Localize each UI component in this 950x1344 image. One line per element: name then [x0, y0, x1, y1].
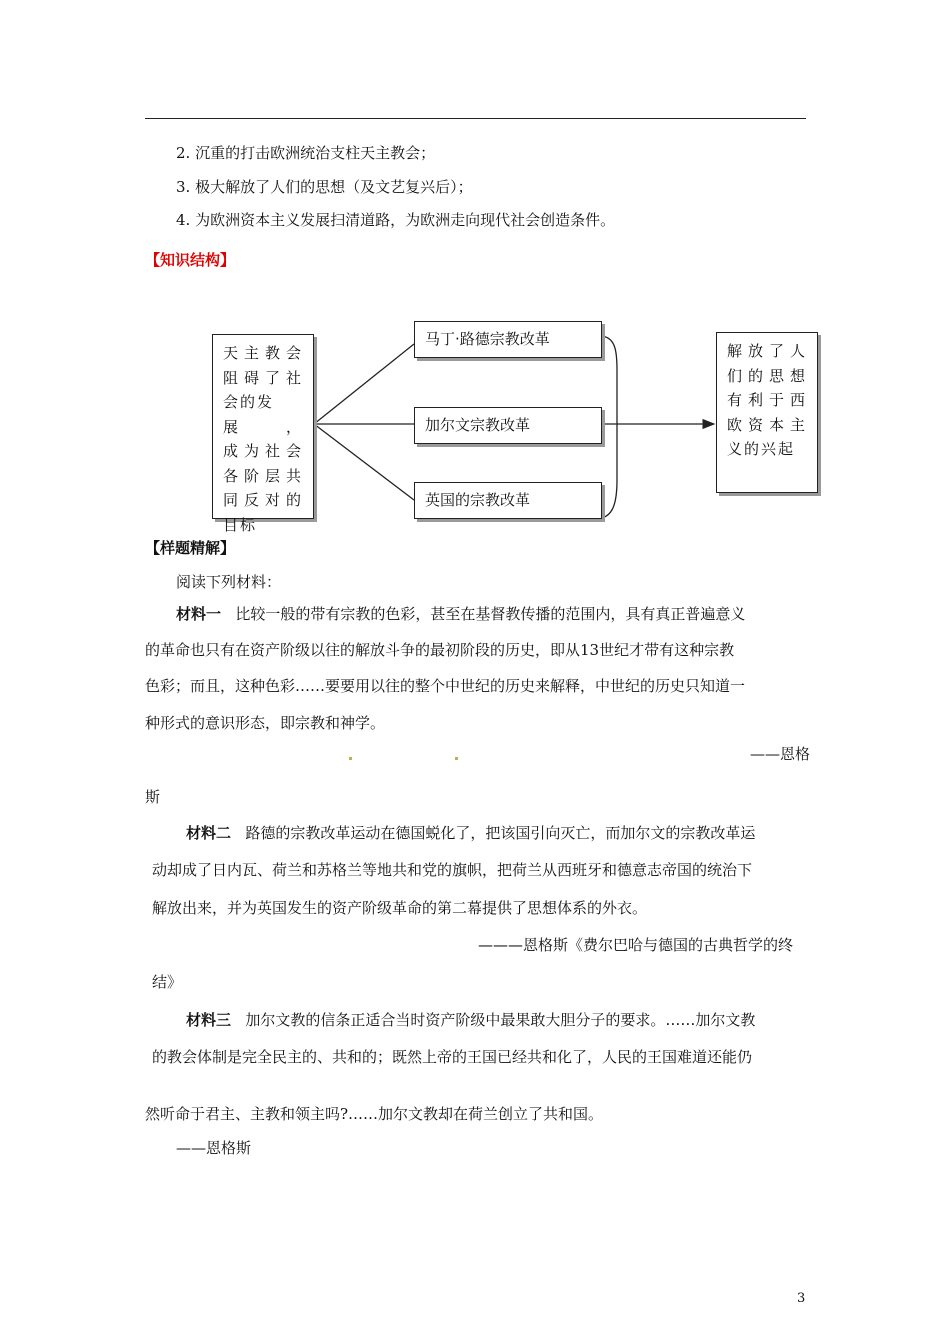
material3-line3: 然听命于君主、主教和领主吗?……加尔文教却在荷兰创立了共和国。	[145, 1105, 604, 1123]
speck	[455, 757, 458, 760]
result-line: 解放了人	[727, 342, 807, 360]
result-line: 欧资本主	[727, 415, 807, 434]
material3-text: 加尔文教的信条正适合当时资产阶级中最果敢大胆分子的要求。……加尔文教	[245, 1011, 756, 1029]
material2-line3: 解放出来，并为英国发生的资产阶级革命的第二幕提供了思想体系的外衣。	[152, 899, 648, 917]
point-2: 2. 沉重的打击欧洲统治支柱天主教会；	[176, 144, 436, 162]
cause-line: 各阶层共	[223, 466, 303, 485]
material1-label: 材料一	[176, 605, 222, 623]
speck	[349, 757, 352, 760]
point-3: 3. 极大解放了人们的思想（及文艺复兴后）；	[176, 178, 473, 196]
material1-text: 比较一般的带有宗教的色彩，甚至在基督教传播的范围内，具有真正普遍意义	[235, 605, 746, 623]
diagram-england-box: 英国的宗教改革	[414, 482, 602, 519]
result-line: 们的思想	[727, 366, 807, 385]
cause-line: 同反对的	[223, 491, 303, 509]
material2-text: 路德的宗教改革运动在德国蜕化了，把该国引向灭亡，而加尔文的宗教改革运	[245, 824, 756, 842]
cause-line: 阻碍了社	[223, 368, 303, 387]
material1-line3: 色彩；而且，这种色彩……要要用以往的整个中世纪的历史来解释，中世纪的历史只知道一	[145, 677, 746, 695]
material3-line1	[186, 1010, 755, 1030]
material1-line1	[176, 604, 745, 624]
diagram-result-box	[716, 332, 818, 493]
material3-label: 材料三	[186, 1011, 232, 1029]
material1-line2: 的革命也只有在资产阶级以往的解放斗争的最初阶段的历史，即从13世纪才带有这种宗教	[145, 641, 735, 659]
material1-source: ——恩格	[750, 745, 811, 763]
material3-line2: 的教会体制是完全民主的、共和的；既然上帝的王国已经共和化了，人民的王国难道还能仍	[152, 1048, 753, 1066]
material3-source: ——恩格斯	[176, 1139, 252, 1157]
connector-to-luther	[314, 344, 414, 424]
point-4: 4. 为欧洲资本主义发展扫清道路，为欧洲走向现代社会创造条件。	[176, 211, 616, 229]
cause-line: 成为社会	[223, 442, 303, 460]
section-knowledge-heading: 【知识结构】	[145, 251, 236, 269]
section-example-heading: 【样题精解】	[145, 539, 236, 557]
connector-to-england	[314, 424, 414, 500]
cause-line: 目标	[223, 515, 258, 534]
diagram-luther-box: 马丁·路德宗教改革	[414, 321, 602, 358]
cause-line: 会的发展，	[223, 393, 303, 436]
material1-line4: 种形式的意识形态，即宗教和神学。	[145, 714, 386, 732]
result-line: 有利于西	[727, 391, 807, 409]
cause-line: 天主教会	[223, 344, 303, 362]
result-line: 义的兴起	[727, 440, 796, 458]
material2-line2: 动却成了日内瓦、荷兰和苏格兰等地共和党的旗帜，把荷兰从西班牙和德意志帝国的统治下	[152, 861, 753, 879]
merge-bracket	[602, 336, 617, 518]
diagram-cause-box	[212, 334, 314, 534]
material2-label: 材料二	[186, 824, 232, 842]
page-number: 3	[797, 1291, 806, 1306]
reading-intro: 阅读下列材料：	[176, 573, 282, 591]
material2-source-cont: 结》	[152, 973, 183, 991]
material1-source-cont: 斯	[145, 788, 161, 806]
material2-source: ———恩格斯《费尔巴哈与德国的古典哲学的终	[478, 936, 794, 954]
diagram-calvin-box: 加尔文宗教改革	[414, 407, 602, 444]
material2-line1	[186, 823, 755, 843]
